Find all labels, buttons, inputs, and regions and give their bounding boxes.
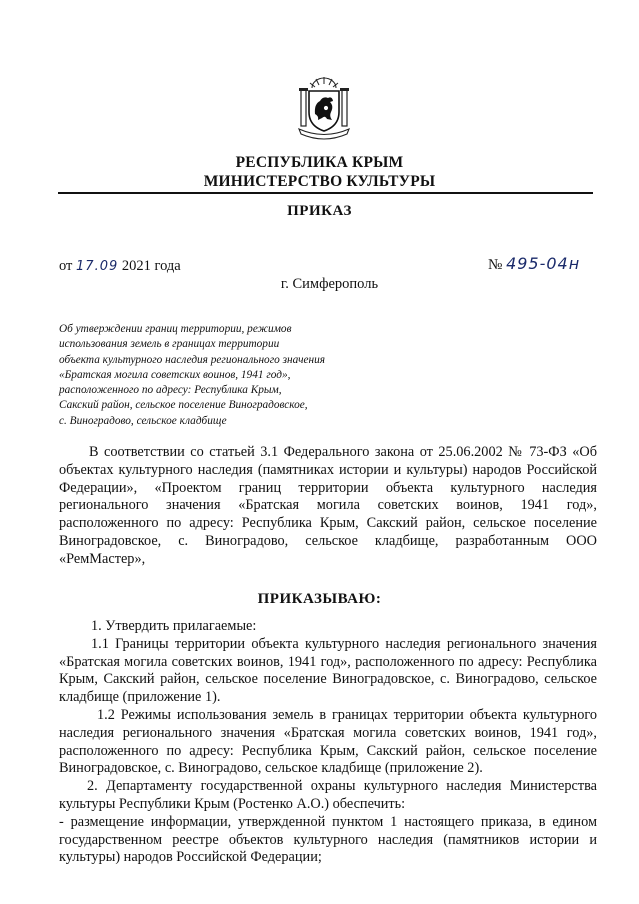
- item-1-1: 1.1 Границы территории объекта культурного наследия регионального значения «Братская могила советских воинов, 1941 год», расположенного по адресу: Республика Крым, Сакский район, сельское поселение Виноградовское, с. Виноградово, сельское кладбище (приложение 1).: [59, 635, 597, 706]
- subject-line: «Братская могила советских воинов, 1941 год»,: [59, 368, 291, 381]
- date-suffix: 2021 года: [121, 258, 181, 274]
- subject-line: Об утверждении границ территории, режимов: [59, 323, 292, 335]
- document-header: [0, 153, 639, 191]
- order-title: ПРИКАЗ: [287, 203, 352, 219]
- order-items: [59, 618, 597, 867]
- ministry-name: МИНИСТЕРСТВО КУЛЬТУРЫ: [203, 173, 436, 190]
- item-1: 1. Утвердить прилагаемые:: [91, 618, 257, 634]
- item-1-2: 1.2 Режимы использования земель в границах территории объекта культурного наследия регионального значения «Братская могила советских воинов, 1941 год», расположенного по адресу: Республика Крым, Сакский район, сельское поселение Виноградовское, с. Виноградово, сельское кладбище (приложение 2).: [59, 706, 597, 777]
- command-heading: ПРИКАЗЫВАЮ:: [257, 591, 382, 607]
- city: г. Симферополь: [280, 276, 379, 292]
- preamble-text: В соответствии со статьей 3.1 Федерального закона от 25.06.2002 № 73-ФЗ «Об объектах культурного наследия (памятниках истории и культуры) народов Российской Федерации», «Проектом границ территории объекта культурного наследия регионального значения «Братская могила советских воинов, 1941 год», расположенного по адресу: Республика Крым, Сакский район, сельское поселение Виноградовское, с. Виноградово, сельское кладбище, разработанным ООО «РемМастер»,: [59, 444, 597, 567]
- date-handwritten: 17.09: [76, 259, 119, 274]
- subject-line: Сакский район, сельское поселение Виноградовское,: [59, 399, 308, 412]
- order-subject: [59, 322, 359, 429]
- number-prefix: №: [488, 257, 503, 273]
- order-date: [59, 258, 181, 275]
- item-2: 2. Департаменту государственной охраны культурного наследия Министерства культуры Республики Крым (Ростенко А.О.) обеспечить:: [59, 778, 597, 812]
- subject-line: с. Виноградово, сельское кладбище: [59, 414, 227, 427]
- header-divider: [58, 192, 593, 194]
- subject-line: расположенного по адресу: Республика Крым,: [59, 384, 282, 397]
- order-number: [488, 254, 580, 274]
- number-handwritten: 495-04н: [506, 254, 581, 273]
- date-prefix: от: [59, 258, 73, 274]
- republic-name: РЕСПУБЛИКА КРЫМ: [235, 154, 404, 171]
- subject-line: использования земель в границах территории: [59, 338, 280, 351]
- subject-line: объекта культурного наследия регионального значения: [59, 353, 326, 366]
- crimea-coat-of-arms-icon: [296, 74, 352, 140]
- item-2-dash: - размещение информации, утвержденной пунктом 1 настоящего приказа, в едином государственном реестре объектов культурного наследия (памятников истории и культуры) народов Российской Федерации;: [59, 813, 597, 866]
- preamble-paragraph: [59, 444, 597, 569]
